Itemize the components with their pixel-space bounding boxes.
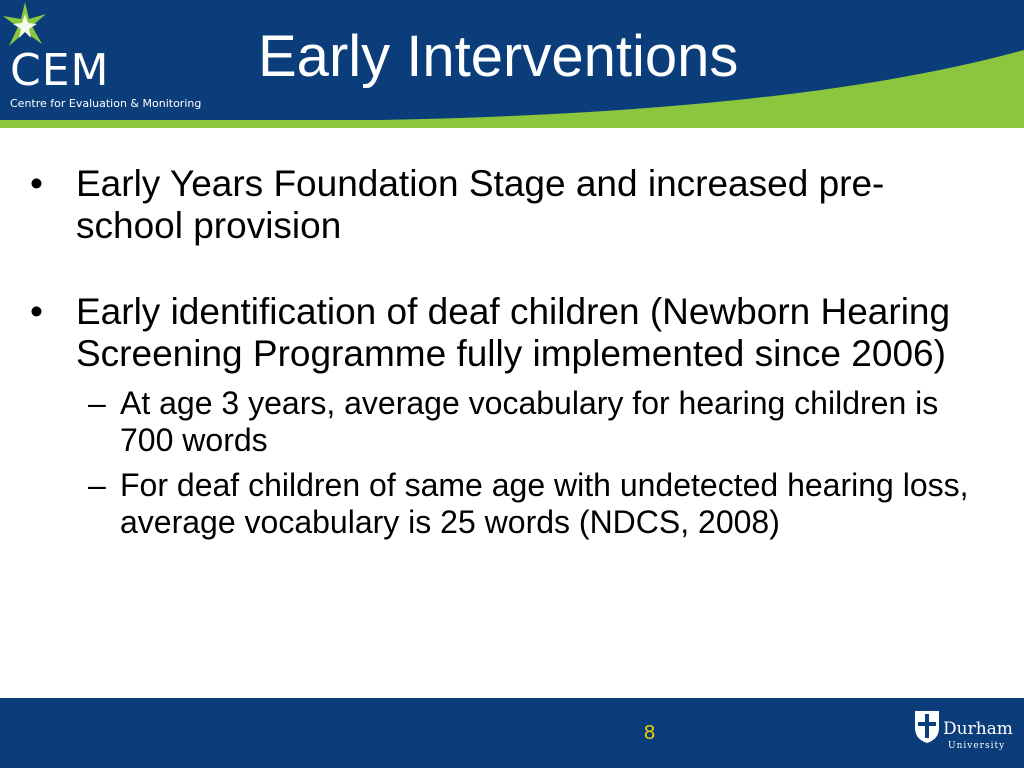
crest-icon bbox=[914, 710, 940, 744]
bullet-marker: • bbox=[30, 291, 43, 332]
logo-subtitle: Centre for Evaluation & Monitoring bbox=[10, 97, 202, 110]
sub-bullet-marker: – bbox=[88, 467, 106, 503]
sub-bullet-marker: – bbox=[88, 385, 106, 421]
durham-logo bbox=[914, 710, 1019, 758]
logo-name: CEM bbox=[10, 45, 110, 96]
cem-logo bbox=[0, 0, 210, 120]
bullet-item bbox=[30, 291, 990, 375]
star-icon bbox=[0, 0, 50, 50]
sub-bullet-text: For deaf children of same age with undetected hearing loss, average vocabulary is 25 words (NDCS, 2008) bbox=[120, 467, 969, 540]
bullet-marker: • bbox=[30, 163, 43, 204]
sub-bullet-text: At age 3 years, average vocabulary for hearing children is 700 words bbox=[120, 385, 939, 458]
slide-footer bbox=[0, 698, 1024, 768]
page-number: 8 bbox=[644, 722, 656, 744]
university-subtitle: University bbox=[948, 741, 1006, 751]
bullet-item bbox=[30, 163, 990, 247]
bullet-text: Early identification of deaf children (Newborn Hearing Screening Programme fully implemented since 2006) bbox=[76, 291, 951, 374]
slide-content bbox=[30, 163, 990, 541]
sub-bullet-item bbox=[30, 467, 990, 541]
university-name: Durham bbox=[943, 719, 1013, 739]
slide-header bbox=[0, 0, 1024, 128]
bullet-text: Early Years Foundation Stage and increased pre-school provision bbox=[76, 163, 885, 246]
sub-bullet-item bbox=[30, 385, 990, 459]
slide-title: Early Interventions bbox=[258, 24, 739, 89]
